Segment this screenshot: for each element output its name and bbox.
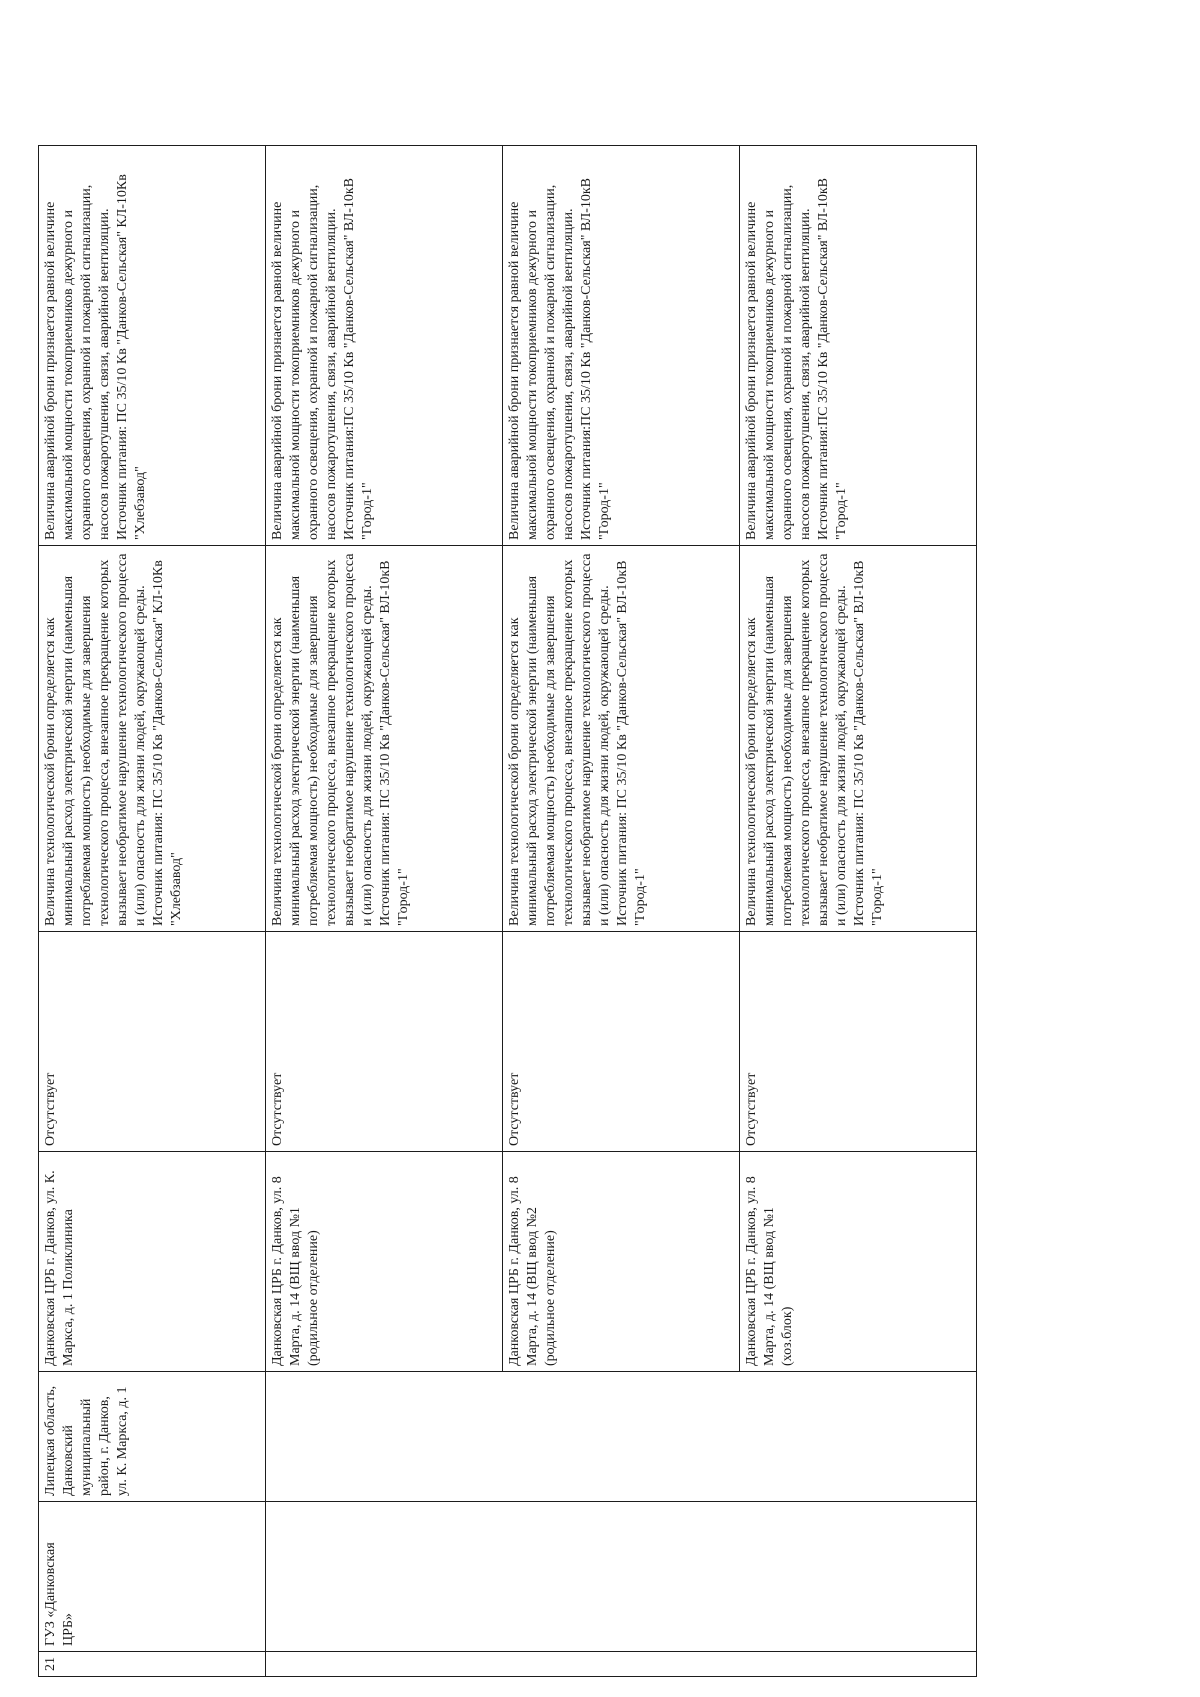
status-cell: Отсутствует <box>266 932 503 1152</box>
organization-address: Липецкая область, Данковский муниципальный район, г. Данков, ул. К. Маркса, д. 1 <box>39 1372 266 1502</box>
object-name: Данковская ЦРБ г. Данков, ул. 8 Марта, д. 14 (ВЩ ввод №1 (родильное отделение) <box>266 1152 503 1372</box>
empty-cell <box>740 1502 977 1652</box>
empty-cell <box>503 1652 740 1677</box>
emergency-reserve-cell: Величина аварийной брони признается равной величине максимальной мощности токоприемников дежурного и охранного освещения, охранной и пожарной сигнализации, насосов пожаротушения, связи, аварийной вентиляции. Источник питания:ПС 35/10 Кв "Данков-Сельская" ВЛ-10кВ "Город-1" <box>740 146 977 546</box>
status-cell: Отсутствует <box>740 932 977 1152</box>
empty-cell <box>503 1372 740 1502</box>
tech-reserve-cell: Величина технологической брони определяется как минимальный расход электрической энергии (наименьшая потребляемая мощность) необходимые для завершения технологического процесса, внезапное прекращение которых вызывает необратимое нарушение технологического процесса и (или) опасность для жизни людей, окружающей среды. Источник питания: ПС 35/10 Кв "Данков-Сельская" КЛ-10Кв "Хлебзавод" <box>39 546 266 932</box>
organization-name: ГУЗ «Данковская ЦРБ» <box>39 1502 266 1652</box>
object-name: Данковская ЦРБ г. Данков, ул. 8 Марта, д. 14 (ВЩ ввод №2 (родильное отделение) <box>503 1152 740 1372</box>
tech-reserve-cell: Величина технологической брони определяется как минимальный расход электрической энергии (наименьшая потребляемая мощность) необходимые для завершения технологического процесса, внезапное прекращение которых вызывает необратимое нарушение технологического процесса и (или) опасность для жизни людей, окружающей среды. Источник питания: ПС 35/10 Кв "Данков-Сельская" ВЛ-10кВ "Город-1" <box>266 546 503 932</box>
tech-reserve-cell: Величина технологической брони определяется как минимальный расход электрической энергии (наименьшая потребляемая мощность) необходимые для завершения технологического процесса, внезапное прекращение которых вызывает необратимое нарушение технологического процесса и (или) опасность для жизни людей, окружающей среды. Источник питания: ПС 35/10 Кв "Данков-Сельская" ВЛ-10кВ "Город-1" <box>503 546 740 932</box>
emergency-reserve-cell: Величина аварийной брони признается равной величине максимальной мощности токоприемников дежурного и охранного освещения, охранной и пожарной сигнализации, насосов пожаротушения, связи, аварийной вентиляции. Источник питания:ПС 35/10 Кв "Данков-Сельская" ВЛ-10кВ "Город-1" <box>266 146 503 546</box>
empty-cell <box>266 1372 503 1502</box>
status-cell: Отсутствует <box>503 932 740 1152</box>
rotated-content <box>0 47 1172 1697</box>
empty-cell <box>740 1372 977 1502</box>
table-row <box>39 146 266 1677</box>
tech-reserve-cell: Величина технологической брони определяется как минимальный расход электрической энергии (наименьшая потребляемая мощность) необходимые для завершения технологического процесса, внезапное прекращение которых вызывает необратимое нарушение технологического процесса и (или) опасность для жизни людей, окружающей среды. Источник питания: ПС 35/10 Кв "Данков-Сельская" ВЛ-10кВ "Город-1" <box>740 546 977 932</box>
table-row <box>740 146 977 1677</box>
table-row <box>503 146 740 1677</box>
empty-cell <box>503 1502 740 1652</box>
table-row <box>266 146 503 1677</box>
empty-cell <box>266 1652 503 1677</box>
object-name: Данковская ЦРБ г. Данков, ул. 8 Марта, д. 14 (ВЩ ввод №1 (хоз.блок) <box>740 1152 977 1372</box>
reserve-table <box>38 145 977 1677</box>
entry-number: 21 <box>39 1652 266 1677</box>
empty-cell <box>266 1502 503 1652</box>
emergency-reserve-cell: Величина аварийной брони признается равной величине максимальной мощности токоприемников дежурного и охранного освещения, охранной и пожарной сигнализации, насосов пожаротушения, связи, аварийной вентиляции. Источник питания: ПС 35/10 Кв "Данков-Сельская" КЛ-10Кв "Хлебзавод" <box>39 146 266 546</box>
object-name: Данковская ЦРБ г. Данков, ул. К. Маркса, д. 1 Поликлиника <box>39 1152 266 1372</box>
emergency-reserve-cell: Величина аварийной брони признается равной величине максимальной мощности токоприемников дежурного и охранного освещения, охранной и пожарной сигнализации, насосов пожаротушения, связи, аварийной вентиляции. Источник питания:ПС 35/10 Кв "Данков-Сельская" ВЛ-10кВ "Город-1" <box>503 146 740 546</box>
status-cell: Отсутствует <box>39 932 266 1152</box>
empty-cell <box>740 1652 977 1677</box>
